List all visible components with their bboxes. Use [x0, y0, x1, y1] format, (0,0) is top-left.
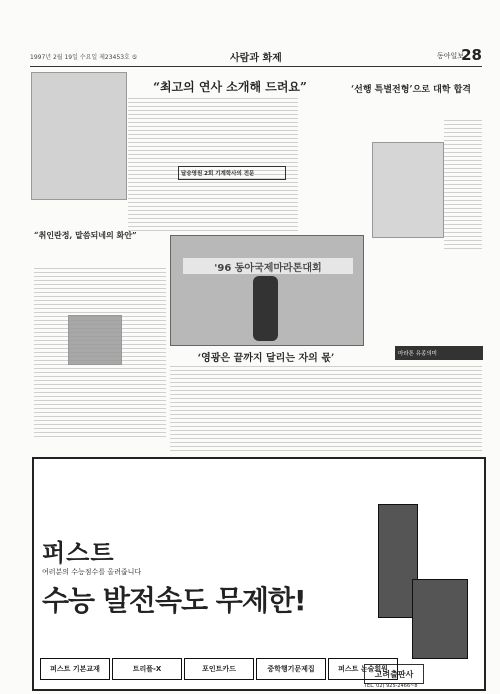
- header-date: 1997년 2월 19일 수요일 제23453호 ⑤: [30, 54, 138, 61]
- text-column-bottom: [170, 366, 482, 452]
- product-1: 퍼스트 기본교재: [40, 658, 110, 680]
- page-number: 28: [461, 46, 482, 64]
- advertisement: [32, 457, 486, 691]
- ad-brand: 퍼스트: [42, 539, 115, 567]
- publisher-label: 고려출판사: [364, 664, 424, 684]
- page-header: [30, 44, 482, 67]
- runner-figure: [253, 276, 278, 341]
- runner-headline: ‘영광은 끝까지 달리는 자의 몫’: [197, 353, 335, 364]
- product-2: 트리플-X: [112, 658, 182, 680]
- right-headline: ‘선행 특별전형’으로 대학 합격: [351, 85, 471, 95]
- runner-box: 마라톤 유종의미: [395, 346, 483, 360]
- woman-phone-photo: [31, 72, 127, 200]
- marathon-photo: [170, 235, 364, 346]
- paper-name: 동아일보: [436, 52, 464, 60]
- product-4: 중학행기문제집: [256, 658, 326, 680]
- publisher-phone: TEL. 02) 925-2466~8: [364, 683, 418, 689]
- product-5: 퍼스트 논술회원: [328, 658, 398, 680]
- middle-caption: 달승영원 2회 기계학사의 전문: [178, 166, 286, 180]
- text-column-right: [444, 120, 482, 250]
- section-title: 사람과 화제: [230, 53, 282, 64]
- ad-headline: 수능 발전속도 무제한!: [42, 584, 306, 617]
- main-headline: “최고의 연사 소개해 드려요”: [153, 80, 307, 94]
- mother-baby-photo: [372, 142, 444, 238]
- ad-subtitle: 여러분의 수능점수를 올려줍니다: [42, 568, 142, 576]
- book-image-2: [412, 579, 468, 659]
- marathon-banner: '96 동아국제마라톤대회: [183, 258, 353, 274]
- text-column-side: [34, 268, 166, 438]
- product-3: 포인트카드: [184, 658, 254, 680]
- side-headline: “취인란정, 말씀되네의 화안”: [34, 230, 137, 240]
